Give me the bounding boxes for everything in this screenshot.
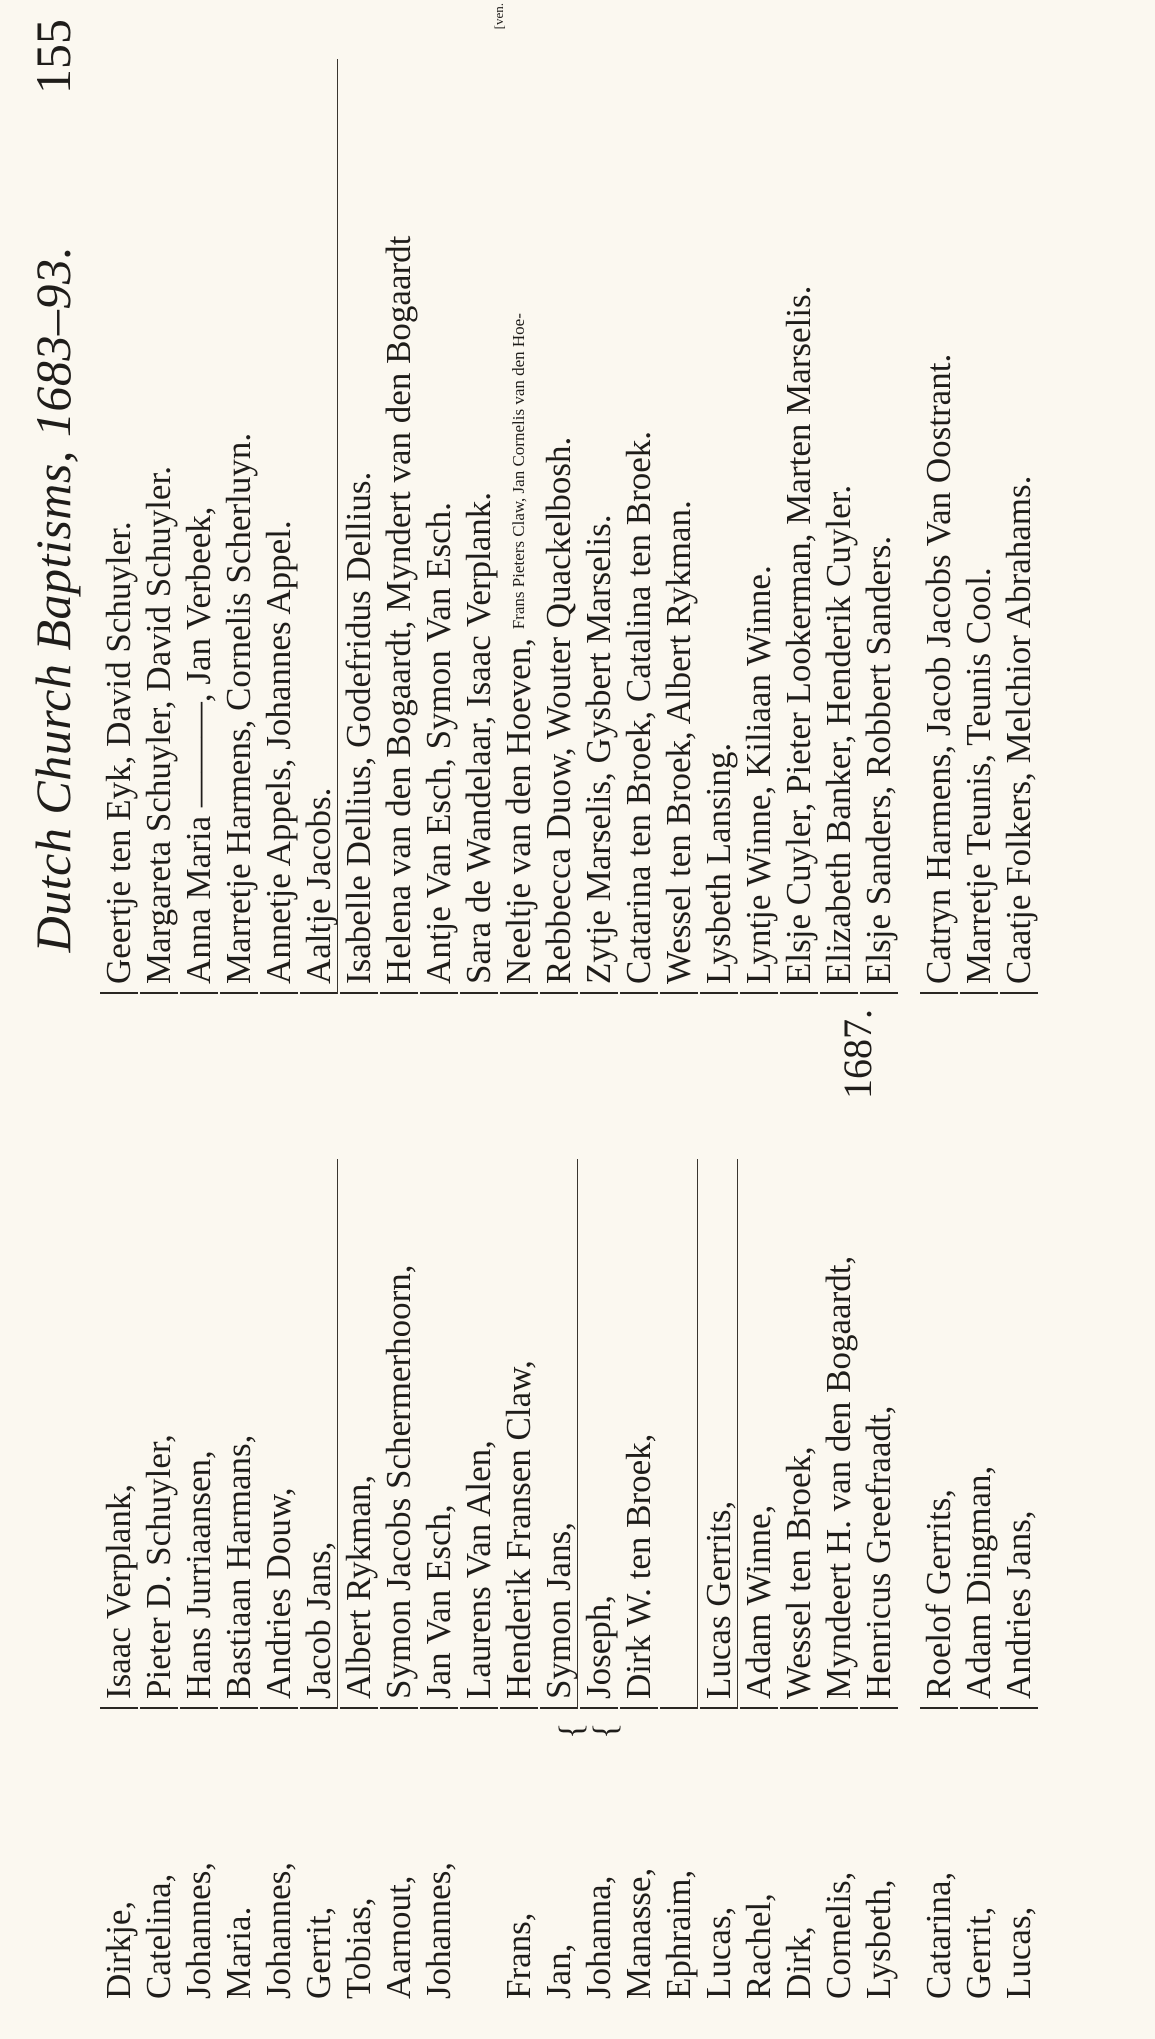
father-name: Joseph, bbox=[580, 1099, 618, 1709]
father-name: Hans Jurriaansen, bbox=[180, 1099, 218, 1709]
sponsors: Aaltje Jacobs. bbox=[300, 0, 338, 994]
father-name: Albert Rykman, bbox=[340, 1099, 378, 1709]
brace-mark: { bbox=[553, 1722, 590, 1739]
child-name: Gerrit, bbox=[299, 1906, 338, 1999]
register-row bbox=[540, 9, 578, 1999]
child-name: Johannes, bbox=[179, 1861, 218, 1999]
register-row bbox=[300, 9, 338, 1999]
sponsors-small-print: Frans Pieters Claw, Jan Cornelis van den Hoe- bbox=[509, 313, 528, 630]
sponsors: Elizabeth Banker, Henderik Cuyler. bbox=[820, 0, 858, 994]
sponsors: Sara de Wandelaar, Isaac Verplank. bbox=[460, 0, 498, 994]
child-name bbox=[460, 1759, 498, 1999]
child-name: Lucas, bbox=[699, 1906, 738, 1999]
register-row bbox=[960, 9, 998, 1999]
sponsors: Geertje ten Eyk, David Schuyler. bbox=[100, 0, 138, 994]
father-name bbox=[660, 1099, 698, 1709]
sponsors: Lysbeth Lansing. bbox=[700, 0, 738, 994]
register-row bbox=[220, 9, 258, 1999]
year-heading: 1687. bbox=[835, 1009, 880, 1099]
child-name: Lysbeth, bbox=[859, 1879, 898, 1999]
father-name: Dirk W. ten Broek, bbox=[620, 1099, 658, 1709]
sponsors: Lyntje Winne, Kiliaan Winne. bbox=[740, 0, 778, 994]
child-name: Tobias, bbox=[339, 1897, 378, 1999]
child-name: Maria. bbox=[219, 1906, 258, 1999]
register-row bbox=[340, 9, 378, 1999]
child-name: Johannes, bbox=[419, 1861, 458, 1999]
register-row bbox=[460, 9, 498, 1999]
sponsors: Wessel ten Broek, Albert Rykman. bbox=[660, 0, 698, 994]
father-name: Henderik Fransen Claw, bbox=[500, 1099, 538, 1709]
register-row bbox=[1000, 9, 1038, 1999]
father-name: Adam Winne, bbox=[740, 1099, 778, 1709]
register-row bbox=[491, 3, 538, 1999]
register-row bbox=[100, 9, 138, 1999]
child-name: Jan, bbox=[539, 1943, 578, 1999]
child-name: Lucas, bbox=[999, 1906, 1038, 1999]
father-name: Adam Dingman, bbox=[960, 1099, 998, 1709]
father-name: Roelof Gerrits, bbox=[920, 1099, 958, 1709]
father-name: Lucas Gerrits, bbox=[700, 1099, 738, 1709]
sponsors: Anna Maria ———, Jan Verbeek, bbox=[180, 0, 218, 994]
sponsors: Margareta Schuyler, David Schuyler. bbox=[140, 0, 178, 994]
register-row bbox=[820, 9, 858, 1999]
father-name: Pieter D. Schuyler, bbox=[140, 1099, 178, 1709]
bracket-note: [ven. bbox=[491, 3, 506, 30]
sponsors: Antje Van Esch, Symon Van Esch. bbox=[420, 0, 458, 994]
register-row bbox=[740, 9, 778, 1999]
register-row bbox=[780, 9, 818, 1999]
father-name: Laurens Van Alen, bbox=[460, 1099, 498, 1709]
register-row bbox=[180, 9, 218, 1999]
register-row bbox=[920, 9, 958, 1999]
sponsors: Marretje Harmens, Cornelis Scherluyn. bbox=[220, 0, 258, 994]
father-name: Wessel ten Broek, bbox=[780, 1099, 818, 1709]
father-name: Andries Jans, bbox=[1000, 1099, 1038, 1709]
child-name: Cornelis, bbox=[819, 1871, 858, 1999]
register-row bbox=[260, 9, 298, 1999]
child-name: Dirk, bbox=[779, 1926, 818, 1999]
father-name: Jan Van Esch, bbox=[420, 1099, 458, 1709]
child-name: Dirkje, bbox=[99, 1900, 138, 1999]
register-row bbox=[380, 9, 418, 1999]
sponsors-text: Neeltje van den Hoeven, bbox=[499, 638, 538, 984]
brace-mark: { bbox=[587, 1722, 624, 1739]
register-row bbox=[860, 9, 898, 1999]
sponsors: Annetje Appels, Johannes Appel. bbox=[260, 0, 298, 994]
register-row bbox=[580, 9, 618, 1999]
sponsors: Catryn Harmens, Jacob Jacobs Van Oostrant. bbox=[920, 0, 958, 994]
child-name: Johanna, bbox=[579, 1875, 618, 1999]
father-name: Bastiaan Harmans, bbox=[220, 1099, 258, 1709]
sponsors: Catarina ten Broek, Catalina ten Broek. bbox=[620, 0, 658, 994]
sponsors: Helena van den Bogaardt, Myndert van den Bogaardt bbox=[380, 0, 418, 994]
child-name: Johannes, bbox=[259, 1861, 298, 1999]
sponsors: Zytje Marselis, Gysbert Marselis. bbox=[580, 0, 618, 994]
child-name: Gerrit, bbox=[959, 1906, 998, 1999]
register-row bbox=[660, 9, 698, 1999]
father-name: Symon Jans, bbox=[540, 1099, 578, 1709]
sponsors: Caatje Folkers, Melchior Abrahams. bbox=[1000, 0, 1038, 994]
twins-brace bbox=[555, 1723, 623, 1739]
child-name: Catelina, bbox=[139, 1873, 178, 1999]
page-title: Dutch Church Baptisms, 1683–93. bbox=[25, 245, 81, 953]
register-row bbox=[620, 9, 658, 1999]
register-row bbox=[140, 9, 178, 1999]
child-name: Aarnout, bbox=[379, 1875, 418, 1999]
father-name: Symon Jacobs Schermerhoorn, bbox=[380, 1099, 418, 1709]
father-name: Henricus Greefraadt, bbox=[860, 1099, 898, 1709]
sponsors: Elsje Cuyler, Pieter Lookerman, Marten Marselis. bbox=[780, 0, 818, 994]
register-row bbox=[700, 9, 738, 1999]
child-name: Catarina, bbox=[919, 1871, 958, 1999]
sponsors: Rebbecca Duow, Wouter Quackelbosh. bbox=[540, 0, 578, 994]
sponsors: Elsje Sanders, Robbert Sanders. bbox=[860, 0, 898, 994]
sponsors bbox=[491, 0, 538, 994]
sponsors: Isabelle Dellius, Godefridus Dellius. bbox=[340, 0, 378, 994]
child-name: Ephraim, bbox=[659, 1869, 698, 1999]
child-name: Rachel, bbox=[739, 1893, 778, 1999]
sponsors: Marretje Teunis, Teunis Cool. bbox=[960, 0, 998, 994]
father-name: Andries Douw, bbox=[260, 1099, 298, 1709]
page-number: 155 bbox=[25, 19, 81, 94]
father-name: Myndeert H. van den Bogaardt, bbox=[820, 1099, 858, 1709]
child-name: Manasse, bbox=[619, 1867, 658, 1999]
child-name: Frans, bbox=[499, 1912, 538, 1999]
father-name: Isaac Verplank, bbox=[100, 1099, 138, 1709]
register-row bbox=[420, 9, 458, 1999]
father-name: Jacob Jans, bbox=[300, 1099, 338, 1709]
